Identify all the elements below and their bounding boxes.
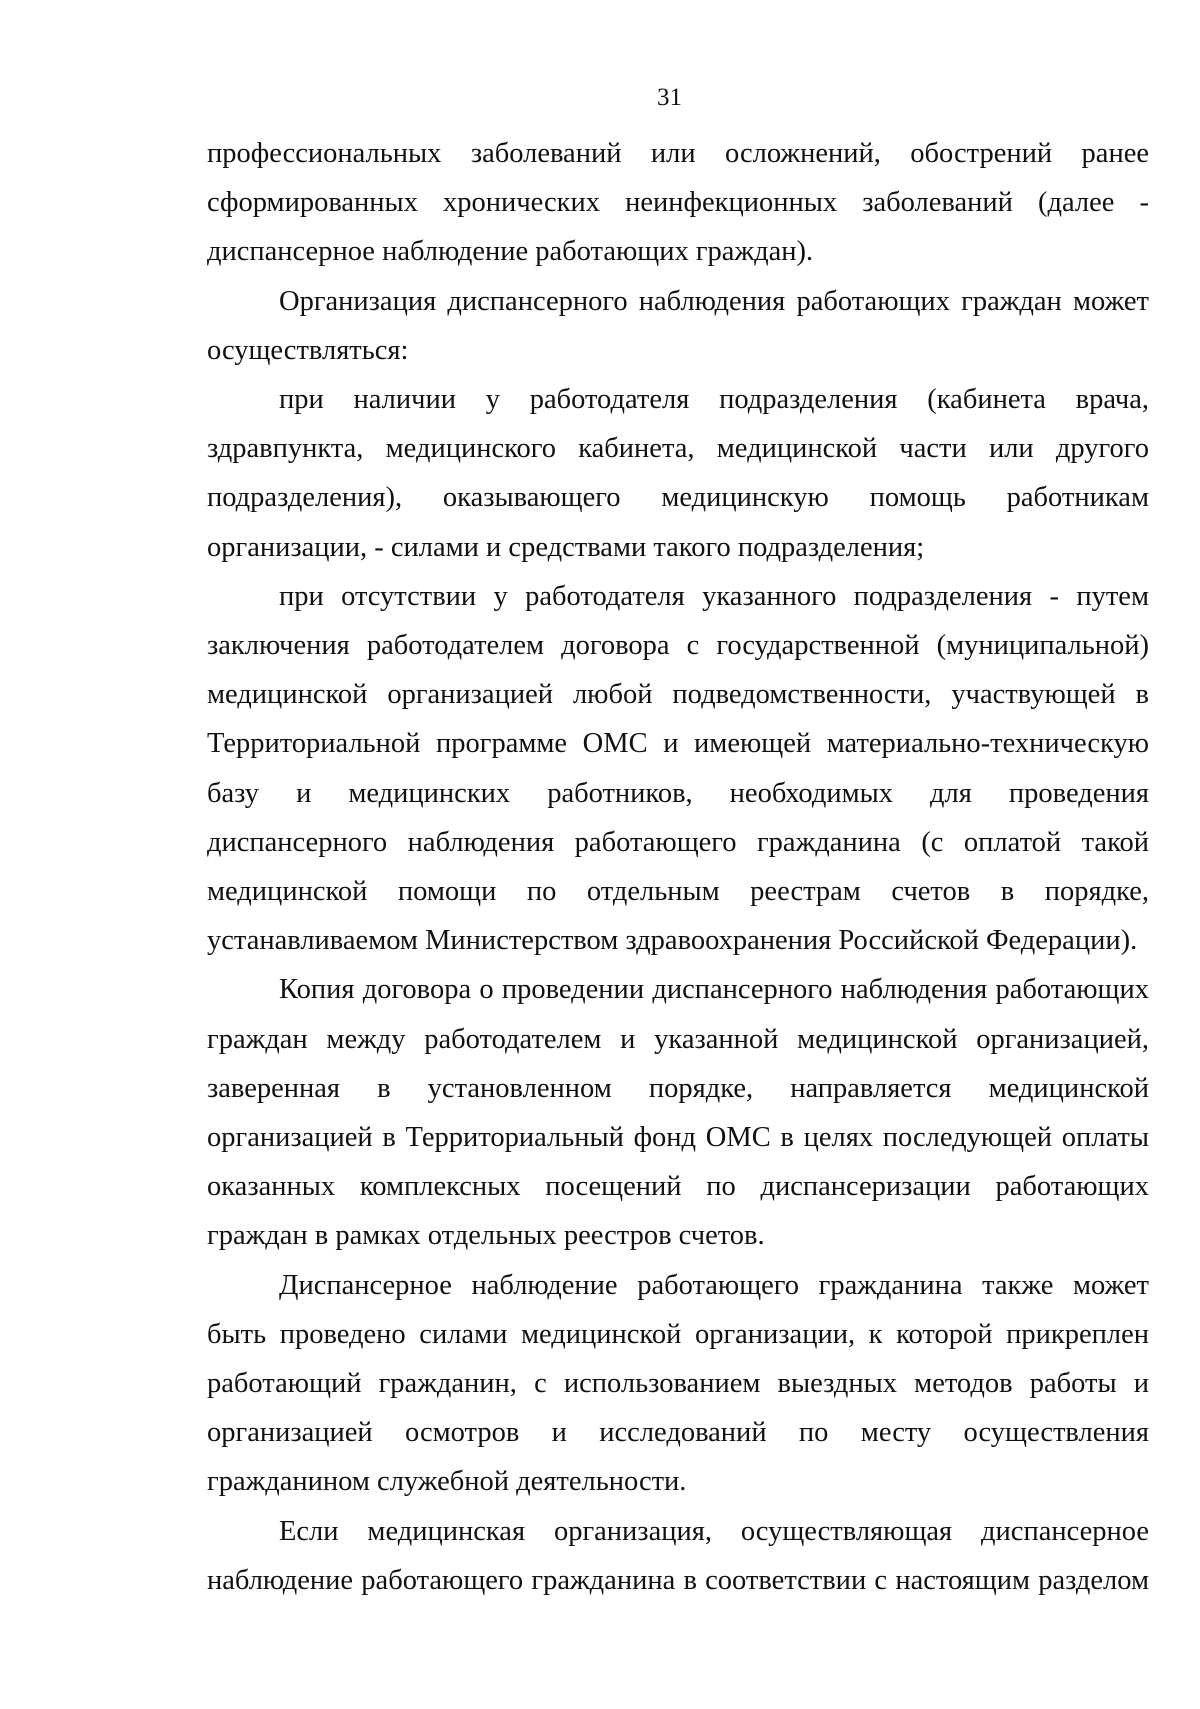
page-number: 31 bbox=[657, 84, 682, 111]
paragraph-2: Организация диспансерного наблюдения работающих граждан может осуществляться: bbox=[207, 285, 1149, 366]
paragraph-3: при наличии у работодателя подразделения (кабинета врача, здравпункта, медицинского кабинета, медицинской части или другого подразделения), оказывающего медицинскую помощь работникам организации, - силами и средствами такого подразделения; bbox=[207, 384, 1149, 563]
document-body bbox=[207, 129, 1149, 1605]
paragraph-1: профессиональных заболеваний или осложнений, обострений ранее сформированных хронических неинфекционных заболеваний (далее - диспансерное наблюдение работающих граждан). bbox=[207, 138, 1149, 268]
paragraph-7: Если медицинская организация, осуществляющая диспансерное наблюдение работающего гражданина в соответствии с настоящим разделом bbox=[207, 1515, 1149, 1596]
paragraph-5: Копия договора о проведении диспансерного наблюдения работающих граждан между работодателем и указанной медицинской организацией, заверенная в установленном порядке, направляется медицинской организацией в Территориальный фонд ОМС в целях последующей оплаты оказанных комплексных посещений по диспансеризации работающих граждан в рамках отдельных реестров счетов. bbox=[207, 974, 1149, 1252]
paragraph-4: при отсутствии у работодателя указанного подразделения - путем заключения работодателем договора с государственной (муниципальной) медицинской организацией любой подведомственности, участвующей в Территориальной программе ОМС и имеющей материально-техническую базу и медицинских работников, необходимых для проведения диспансерного наблюдения работающего гражданина (с оплатой такой медицинской помощи по отдельным реестрам счетов в порядке, устанавливаемом Министерством здравоохранения Российской Федерации). bbox=[207, 580, 1149, 957]
paragraph-6: Диспансерное наблюдение работающего гражданина также может быть проведено силами медицинской организации, к которой прикреплен работающий гражданин, с использованием выездных методов работы и организацией осмотров и исследований по месту осуществления гражданином служебной деятельности. bbox=[207, 1269, 1149, 1498]
